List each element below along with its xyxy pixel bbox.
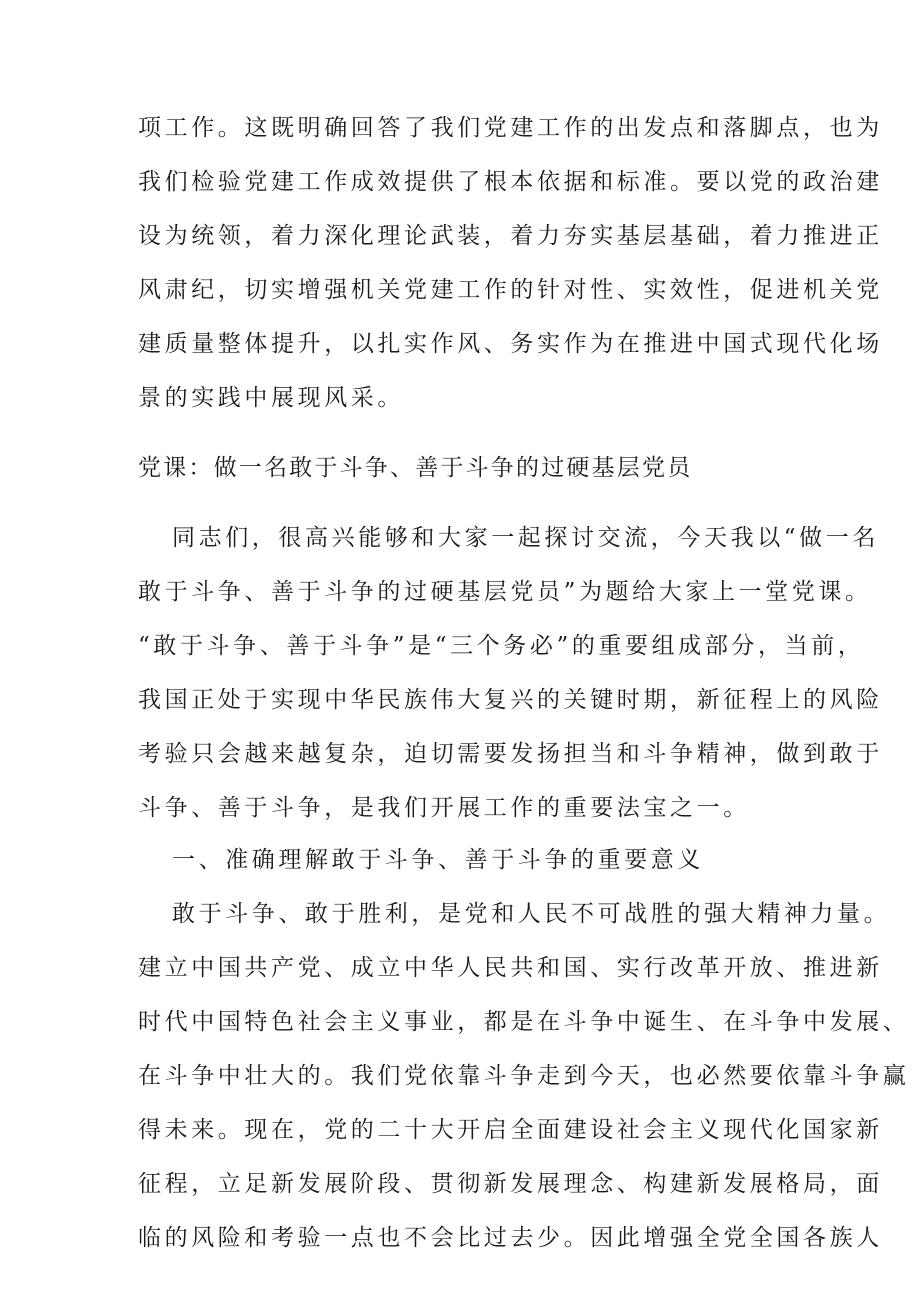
text-line: 风肃纪，切实增强机关党建工作的针对性、实效性，促进机关党: [138, 277, 883, 303]
text-line: 建质量整体提升，以扎实作风、务实作为在推进中国式现代化场: [138, 331, 883, 357]
text-line: 项工作。这既明确回答了我们党建工作的出发点和落脚点，也为: [138, 115, 883, 141]
text-line: 设为统领，着力深化理论武装，着力夯实基层基础，着力推进正: [138, 223, 883, 249]
text-line: 敢于斗争、善于斗争的过硬基层党员”为题给大家上一堂党课。: [138, 579, 872, 605]
section-heading: 一、准确理解敢于斗争、善于斗争的重要意义: [172, 847, 704, 873]
text-line: 得未来。现在，党的二十大开启全面建设社会主义现代化国家新: [138, 1117, 883, 1143]
text-line: 景的实践中展现风采。: [138, 385, 404, 411]
text-line: 考验只会越来越复杂，迫切需要发扬担当和斗争精神，做到敢于: [138, 741, 883, 767]
text-line: 时代中国特色社会主义事业，都是在斗争中诞生、在斗争中发展、: [138, 1009, 910, 1035]
text-line: 征程，立足新发展阶段、贯彻新发展理念、构建新发展格局，面: [138, 1171, 883, 1197]
text-line: 斗争、善于斗争，是我们开展工作的重要法宝之一。: [138, 795, 750, 821]
text-line: “敢于斗争、善于斗争”是“三个务必”的重要组成部分，当前，: [138, 633, 865, 659]
text-line: 建立中国共产党、成立中华人民共和国、实行改革开放、推进新: [138, 955, 883, 981]
lecture-title: 党课：做一名敢于斗争、善于斗争的过硬基层党员: [138, 455, 693, 481]
text-line: 敢于斗争、敢于胜利，是党和人民不可战胜的强大精神力量。: [172, 901, 891, 927]
text-line: 临的风险和考验一点也不会比过去少。因此增强全党全国各族人: [138, 1225, 883, 1251]
text-line: 同志们，很高兴能够和大家一起探讨交流，今天我以“做一名: [172, 525, 879, 551]
text-line: 我们检验党建工作成效提供了根本依据和标准。要以党的政治建: [138, 169, 883, 195]
text-line: 我国正处于实现中华民族伟大复兴的关键时期，新征程上的风险: [138, 687, 883, 713]
text-line: 在斗争中壮大的。我们党依靠斗争走到今天，也必然要依靠斗争赢: [138, 1063, 910, 1089]
